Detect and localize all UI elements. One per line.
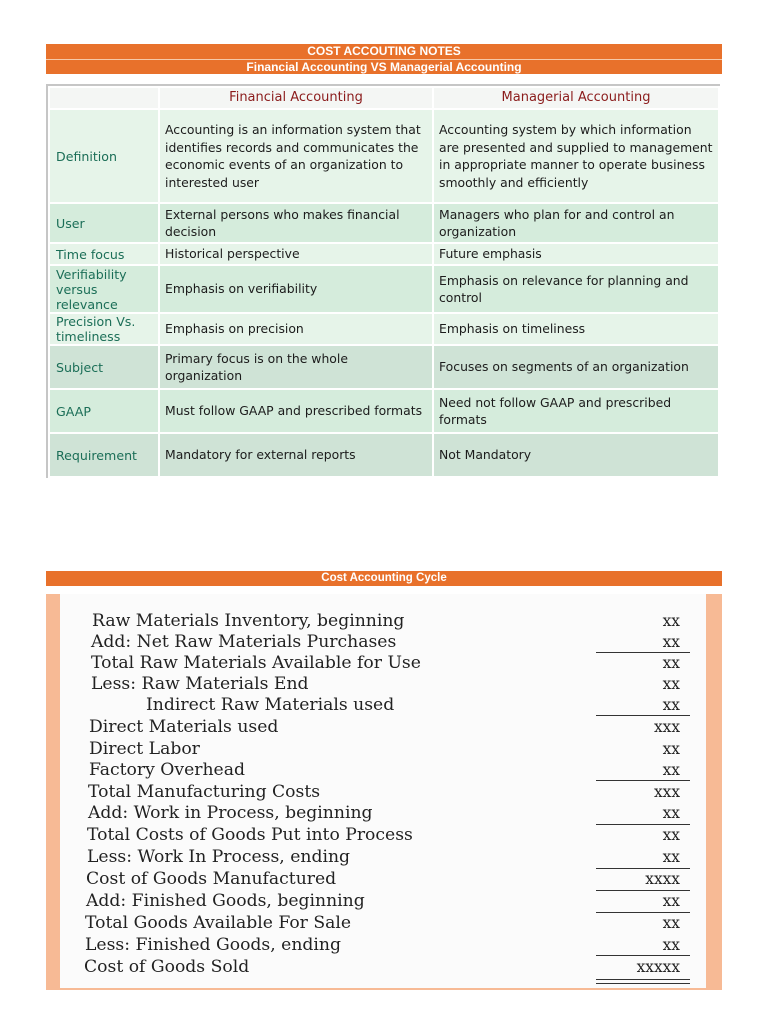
financial-cell: External persons who makes financial decision bbox=[159, 203, 433, 243]
cycle-line bbox=[60, 717, 706, 739]
cycle-line-value: xxxxx bbox=[636, 958, 680, 976]
row-label: User bbox=[49, 203, 159, 243]
subtotal-rule bbox=[596, 715, 690, 716]
table-row bbox=[49, 109, 719, 203]
cycle-line-value: xx bbox=[662, 654, 680, 672]
cycle-line-value: xx bbox=[662, 936, 680, 954]
cycle-line-label: Direct Labor bbox=[89, 739, 200, 759]
cycle-line-label: Less: Raw Materials End bbox=[91, 674, 309, 694]
financial-cell: Primary focus is on the whole organization bbox=[159, 345, 433, 389]
cycle-line bbox=[60, 825, 706, 847]
cycle-line-label: Add: Net Raw Materials Purchases bbox=[91, 632, 397, 652]
cycle-line bbox=[60, 803, 706, 825]
cycle-line-value: xx bbox=[662, 914, 680, 932]
managerial-cell: Future emphasis bbox=[433, 243, 719, 265]
table-row bbox=[49, 345, 719, 389]
cycle-line-label: Total Costs of Goods Put into Process bbox=[87, 825, 413, 845]
notes-subtitle: Financial Accounting VS Managerial Accounting bbox=[46, 60, 722, 74]
cycle-line-label: Total Manufacturing Costs bbox=[88, 782, 321, 802]
cycle-line-label: Factory Overhead bbox=[89, 760, 245, 780]
header-blank-cell bbox=[49, 87, 159, 109]
cycle-line-label: Cost of Goods Sold bbox=[84, 957, 250, 977]
cycle-line-label: Total Goods Available For Sale bbox=[85, 913, 352, 933]
cycle-line-label: Direct Materials used bbox=[89, 717, 279, 737]
table-row bbox=[49, 389, 719, 433]
row-label: Time focus bbox=[49, 243, 159, 265]
financial-cell: Emphasis on verifiability bbox=[159, 265, 433, 313]
table-row bbox=[49, 265, 719, 313]
managerial-cell: Focuses on segments of an organization bbox=[433, 345, 719, 389]
cycle-line-value: xx bbox=[662, 675, 680, 693]
table-row bbox=[49, 243, 719, 265]
comparison-table bbox=[46, 84, 720, 478]
header-financial: Financial Accounting bbox=[159, 87, 433, 109]
financial-cell: Mandatory for external reports bbox=[159, 433, 433, 477]
cycle-line-value: xx bbox=[662, 826, 680, 844]
cycle-line-value: xx bbox=[662, 612, 680, 630]
cycle-line bbox=[60, 739, 706, 761]
managerial-cell: Emphasis on relevance for planning and control bbox=[433, 265, 719, 313]
cycle-line-label: Total Raw Materials Available for Use bbox=[91, 653, 421, 673]
double-underline bbox=[596, 979, 690, 984]
row-label: Verifiability versus relevance bbox=[49, 265, 159, 313]
table-row bbox=[49, 313, 719, 345]
cycle-line bbox=[60, 674, 706, 696]
financial-cell: Emphasis on precision bbox=[159, 313, 433, 345]
cycle-line-value: xxx bbox=[653, 783, 680, 801]
subtotal-rule bbox=[596, 780, 690, 781]
cycle-line bbox=[60, 695, 706, 717]
cycle-line bbox=[60, 847, 706, 869]
cycle-line bbox=[60, 869, 706, 891]
header-managerial: Managerial Accounting bbox=[433, 87, 719, 109]
cycle-line bbox=[60, 653, 706, 675]
notes-title: COST ACCOUTING NOTES bbox=[46, 44, 722, 60]
cycle-line bbox=[60, 782, 706, 804]
cycle-line-label: Less: Finished Goods, ending bbox=[85, 935, 341, 955]
financial-cell: Historical perspective bbox=[159, 243, 433, 265]
cycle-line bbox=[60, 760, 706, 782]
cycle-line-value: xx bbox=[662, 633, 680, 651]
row-label: GAAP bbox=[49, 389, 159, 433]
cycle-line-label: Less: Work In Process, ending bbox=[87, 847, 351, 867]
cycle-line bbox=[60, 935, 706, 957]
cycle-statement bbox=[60, 594, 706, 988]
cycle-line bbox=[60, 632, 706, 654]
managerial-cell: Accounting system by which information are presented and supplied to management in appropriate manner to operate business smoothly and efficiently bbox=[433, 109, 719, 203]
cycle-line-value: xx bbox=[662, 804, 680, 822]
cycle-line-label: Cost of Goods Manufactured bbox=[86, 869, 337, 889]
cycle-line-value: xx bbox=[662, 761, 680, 779]
cycle-panel bbox=[46, 594, 722, 990]
cycle-line-value: xxxx bbox=[645, 870, 680, 888]
cycle-line-label: Add: Work in Process, beginning bbox=[88, 803, 373, 823]
cycle-line-value: xx bbox=[662, 848, 680, 866]
managerial-cell: Need not follow GAAP and prescribed formats bbox=[433, 389, 719, 433]
table-row bbox=[49, 203, 719, 243]
managerial-cell: Managers who plan for and control an organization bbox=[433, 203, 719, 243]
managerial-cell: Emphasis on timeliness bbox=[433, 313, 719, 345]
row-label: Requirement bbox=[49, 433, 159, 477]
table-row bbox=[49, 433, 719, 477]
financial-cell: Must follow GAAP and prescribed formats bbox=[159, 389, 433, 433]
managerial-cell: Not Mandatory bbox=[433, 433, 719, 477]
cycle-line bbox=[60, 891, 706, 913]
financial-cell: Accounting is an information system that identifies records and communicates the economic events of an organization to interested user bbox=[159, 109, 433, 203]
cycle-line-value: xxx bbox=[653, 718, 680, 736]
cycle-line-value: xx bbox=[662, 892, 680, 910]
cycle-line-value: xx bbox=[662, 696, 680, 714]
comparison-header-row bbox=[49, 87, 719, 109]
cycle-line-label: Indirect Raw Materials used bbox=[146, 695, 395, 715]
cycle-line bbox=[60, 913, 706, 935]
row-label: Precision Vs. timeliness bbox=[49, 313, 159, 345]
row-label: Subject bbox=[49, 345, 159, 389]
cycle-line-label: Raw Materials Inventory, beginning bbox=[92, 611, 405, 631]
cycle-line-value: xx bbox=[662, 740, 680, 758]
cycle-line bbox=[60, 957, 706, 979]
row-label: Definition bbox=[49, 109, 159, 203]
cycle-title: Cost Accounting Cycle bbox=[46, 571, 722, 586]
cycle-line bbox=[60, 611, 706, 633]
subtotal-rule bbox=[596, 955, 690, 956]
cycle-line-label: Add: Finished Goods, beginning bbox=[86, 891, 365, 911]
